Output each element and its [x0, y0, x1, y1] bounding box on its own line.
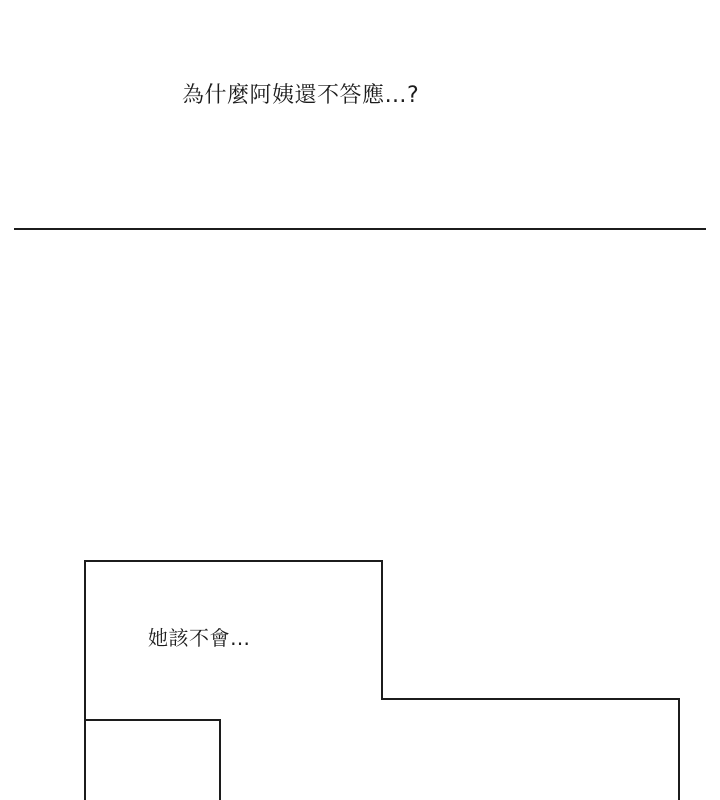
caption-text-panel: 她該不會…: [148, 626, 251, 650]
panel-border-shape: [84, 560, 680, 800]
caption-text-top: 為什麼阿姨還不答應…?: [182, 83, 420, 108]
panel-divider-line: [14, 228, 706, 230]
